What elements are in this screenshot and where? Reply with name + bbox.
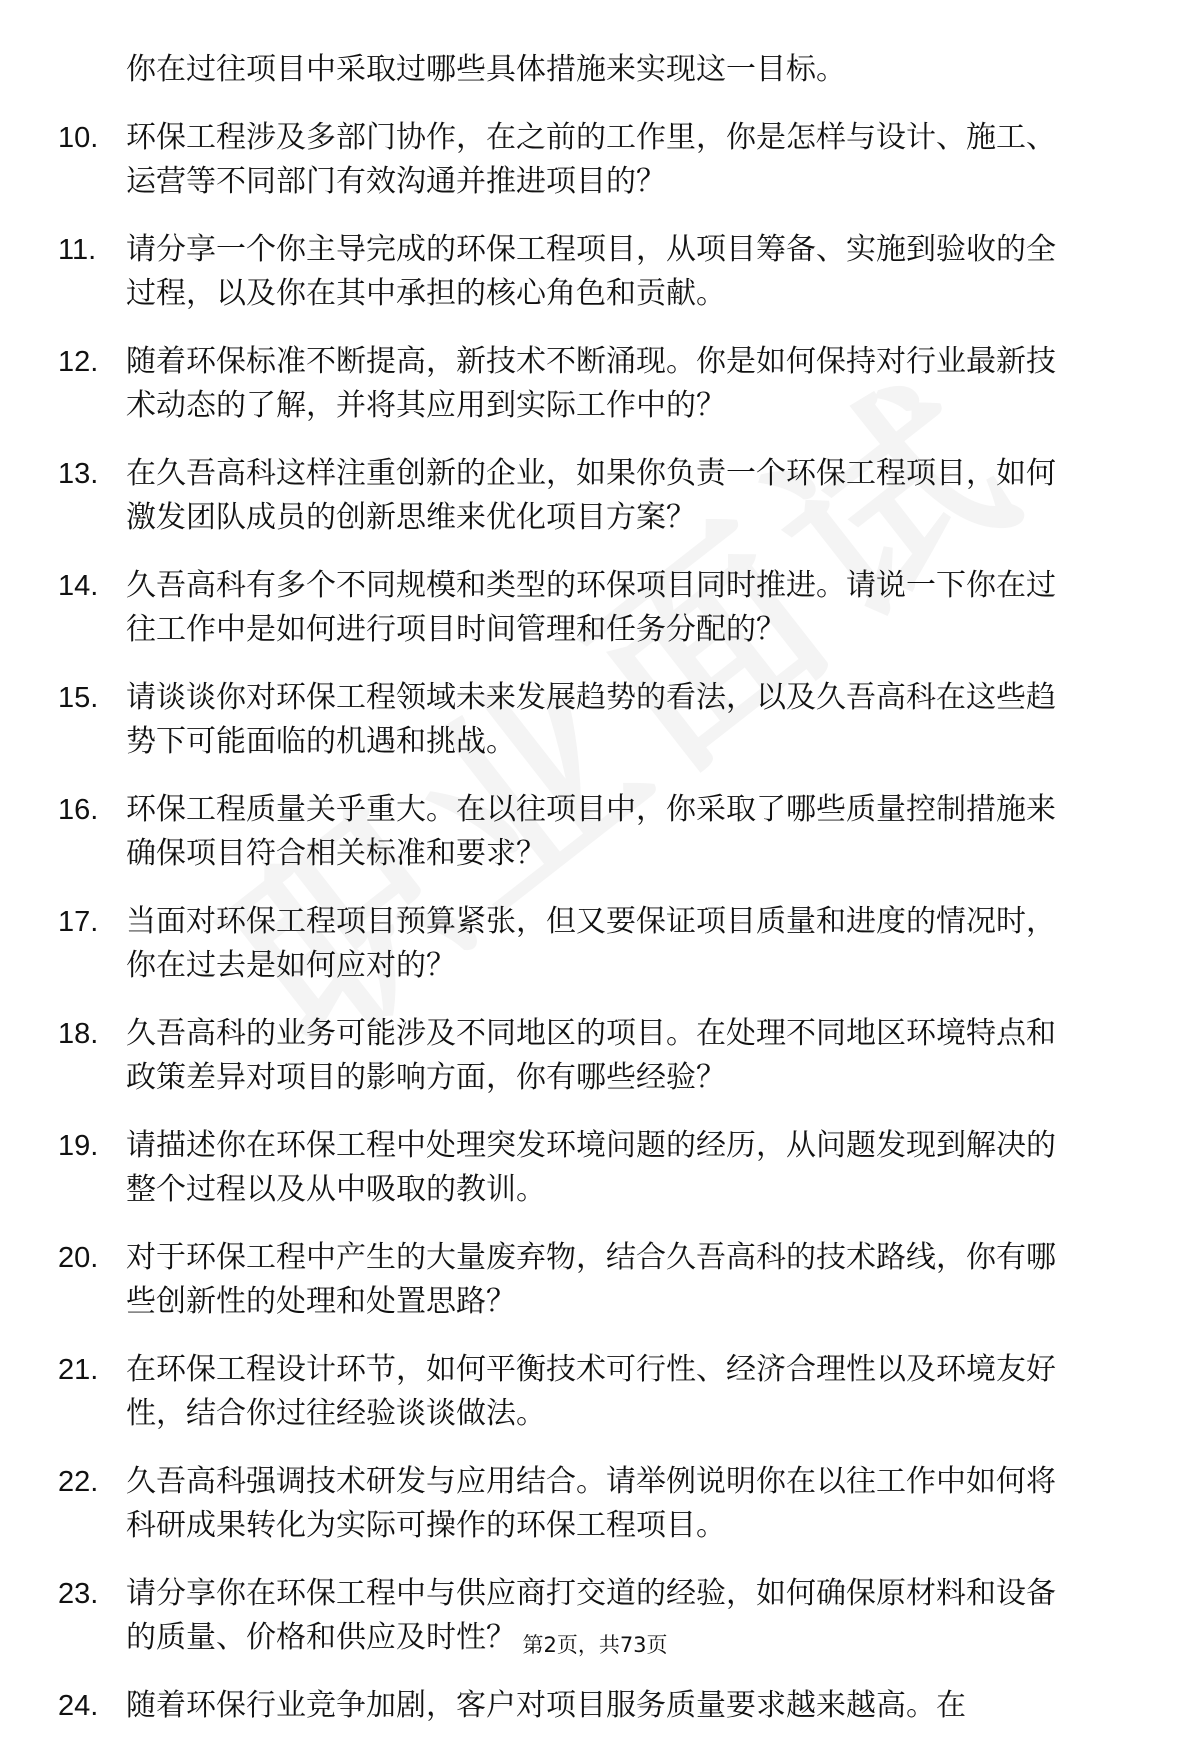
question-number: 17. [58,906,99,938]
question-item [58,1012,1118,1100]
question-item [58,1460,1118,1548]
question-item [58,1236,1118,1324]
question-text: 请分享你在环保工程中与供应商打交道的经验，如何确保原材料和设备的质量、价格和供应及时性？ [126,1576,1056,1655]
question-text: 对于环保工程中产生的大量废弃物，结合久吾高科的技术路线，你有哪些创新性的处理和处置思路？ [126,1240,1056,1319]
question-text: 在环保工程设计环节，如何平衡技术可行性、经济合理性以及环境友好性，结合你过往经验谈谈做法。 [126,1352,1056,1431]
question-text: 当面对环保工程项目预算紧张，但又要保证项目质量和进度的情况时，你在过去是如何应对的？ [126,904,1056,983]
question-item [58,564,1118,652]
question-number: 12. [58,346,99,378]
question-text: 请描述你在环保工程中处理突发环境问题的经历，从问题发现到解决的整个过程以及从中吸取的教训。 [126,1128,1056,1207]
question-number: 14. [58,570,99,602]
question-item [58,452,1118,540]
page-footer: 第2页，共73页 [522,1633,668,1657]
question-text: 久吾高科强调技术研发与应用结合。请举例说明你在以往工作中如何将科研成果转化为实际可操作的环保工程项目。 [126,1464,1056,1543]
continued-question-text: 你在过往项目中采取过哪些具体措施来实现这一目标。 [126,52,846,87]
question-number: 15. [58,682,99,714]
question-item [58,1348,1118,1436]
question-text: 环保工程质量关乎重大。在以往项目中，你采取了哪些质量控制措施来确保项目符合相关标准和要求？ [126,792,1056,871]
question-number: 11. [58,234,97,266]
question-item [58,676,1118,764]
question-text: 环保工程涉及多部门协作，在之前的工作里，你是怎样与设计、施工、运营等不同部门有效沟通并推进项目的？ [126,120,1056,199]
question-text: 请谈谈你对环保工程领域未来发展趋势的看法，以及久吾高科在这些趋势下可能面临的机遇和挑战。 [126,680,1056,759]
question-item [58,788,1118,876]
question-text: 随着环保行业竞争加剧，客户对项目服务质量要求越来越高。在 [126,1688,966,1723]
question-list [58,116,1118,1752]
question-item [58,116,1118,204]
question-item [58,340,1118,428]
question-number: 16. [58,794,99,826]
question-number: 13. [58,458,99,490]
question-item [58,228,1118,316]
question-item [58,900,1118,988]
question-text: 请分享一个你主导完成的环保工程项目，从项目筹备、实施到验收的全过程，以及你在其中承担的核心角色和贡献。 [126,232,1056,311]
question-number: 20. [58,1242,99,1274]
question-number: 24. [58,1690,99,1722]
question-text: 久吾高科的业务可能涉及不同地区的项目。在处理不同地区环境特点和政策差异对项目的影响方面，你有哪些经验？ [126,1016,1056,1095]
question-item [58,1124,1118,1212]
question-number: 21. [58,1354,99,1386]
question-number: 22. [58,1466,99,1498]
question-text: 在久吾高科这样注重创新的企业，如果你负责一个环保工程项目，如何激发团队成员的创新思维来优化项目方案？ [126,456,1056,535]
question-text: 久吾高科有多个不同规模和类型的环保项目同时推进。请说一下你在过往工作中是如何进行项目时间管理和任务分配的？ [126,568,1056,647]
question-text: 随着环保标准不断提高，新技术不断涌现。你是如何保持对行业最新技术动态的了解，并将其应用到实际工作中的？ [126,344,1056,423]
question-number: 18. [58,1018,99,1050]
question-item [58,1684,1118,1728]
question-number: 23. [58,1578,99,1610]
question-number: 10. [58,122,99,154]
question-number: 19. [58,1130,99,1162]
